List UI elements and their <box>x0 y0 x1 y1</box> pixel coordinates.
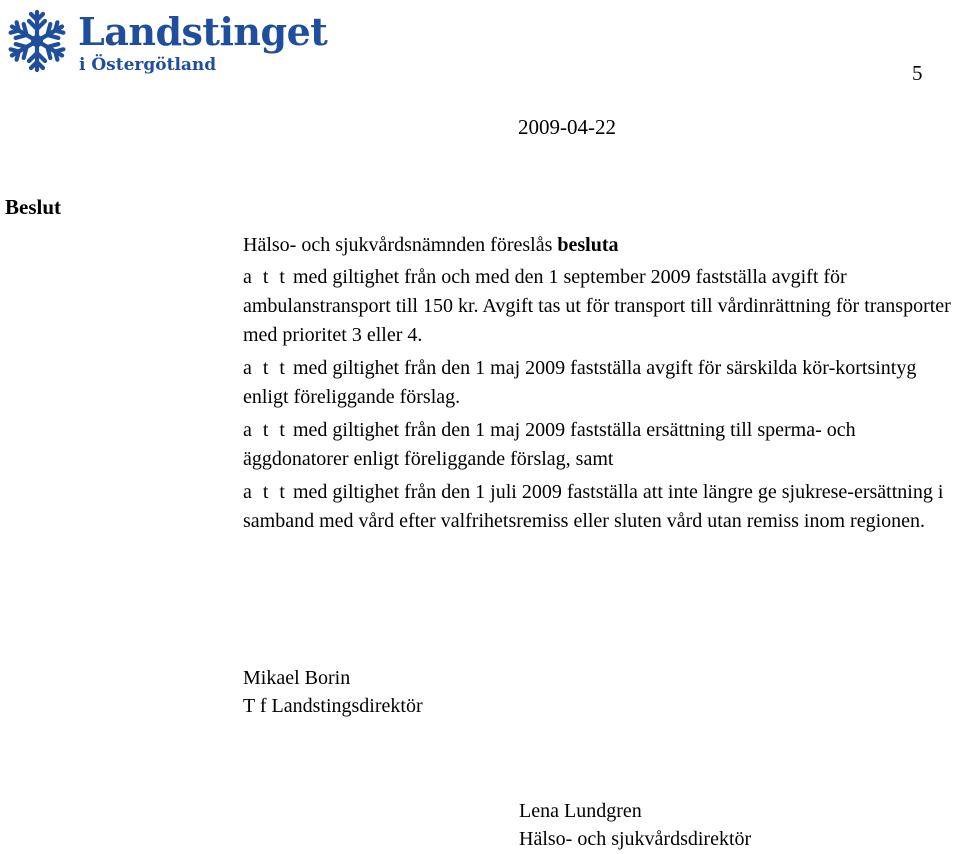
clause-text: med giltighet från och med den 1 september 2009 fastställa avgift för ambulanstransport till 150 kr. Avgift tas ut för transport till vårdinrättning för transporter med prioritet 3 eller 4. <box>243 266 951 346</box>
clause-prefix: a t t <box>243 357 288 379</box>
clause-text: med giltighet från den 1 maj 2009 fastställa ersättning till sperma- och äggdonatorer enligt föreliggande förslag, samt <box>243 419 856 470</box>
signature-block-director <box>243 664 423 720</box>
clause-prefix: a t t <box>243 481 288 503</box>
signature-block-health-director <box>519 797 751 853</box>
intro-bold: besluta <box>557 234 619 256</box>
clause-prefix: a t t <box>243 419 288 441</box>
page-number: 5 <box>912 61 923 85</box>
signature-name: Lena Lundgren <box>519 800 642 822</box>
logo-title: Landstinget <box>78 9 328 54</box>
signature-name: Mikael Borin <box>243 667 351 689</box>
clause-text: med giltighet från den 1 juli 2009 fastställa att inte längre ge sjukrese-ersättning i samband med vård efter valfrihetsremiss eller sluten vård utan remiss inom regionen. <box>243 481 944 532</box>
section-heading: Beslut <box>5 195 62 219</box>
decision-intro <box>243 231 957 260</box>
landstinget-logo <box>4 6 328 82</box>
decision-clause <box>243 478 957 536</box>
signature-title: Hälso- och sjukvårdsdirektör <box>519 828 752 850</box>
logo-subtitle: i Östergötland <box>79 55 217 75</box>
decision-body <box>243 231 957 540</box>
snowflake-emblem-icon <box>4 8 70 74</box>
decision-clause <box>243 416 957 474</box>
clause-prefix: a t t <box>243 266 288 288</box>
intro-text: Hälso- och sjukvårdsnämnden föreslås <box>243 234 558 256</box>
clause-text: med giltighet från den 1 maj 2009 fastställa avgift för särskilda kör-kortsintyg enligt föreliggande förslag. <box>243 357 917 408</box>
document-date: 2009-04-22 <box>518 115 616 139</box>
decision-clause <box>243 263 957 350</box>
decision-clause <box>243 354 957 412</box>
signature-title: T f Landstingsdirektör <box>243 695 423 717</box>
